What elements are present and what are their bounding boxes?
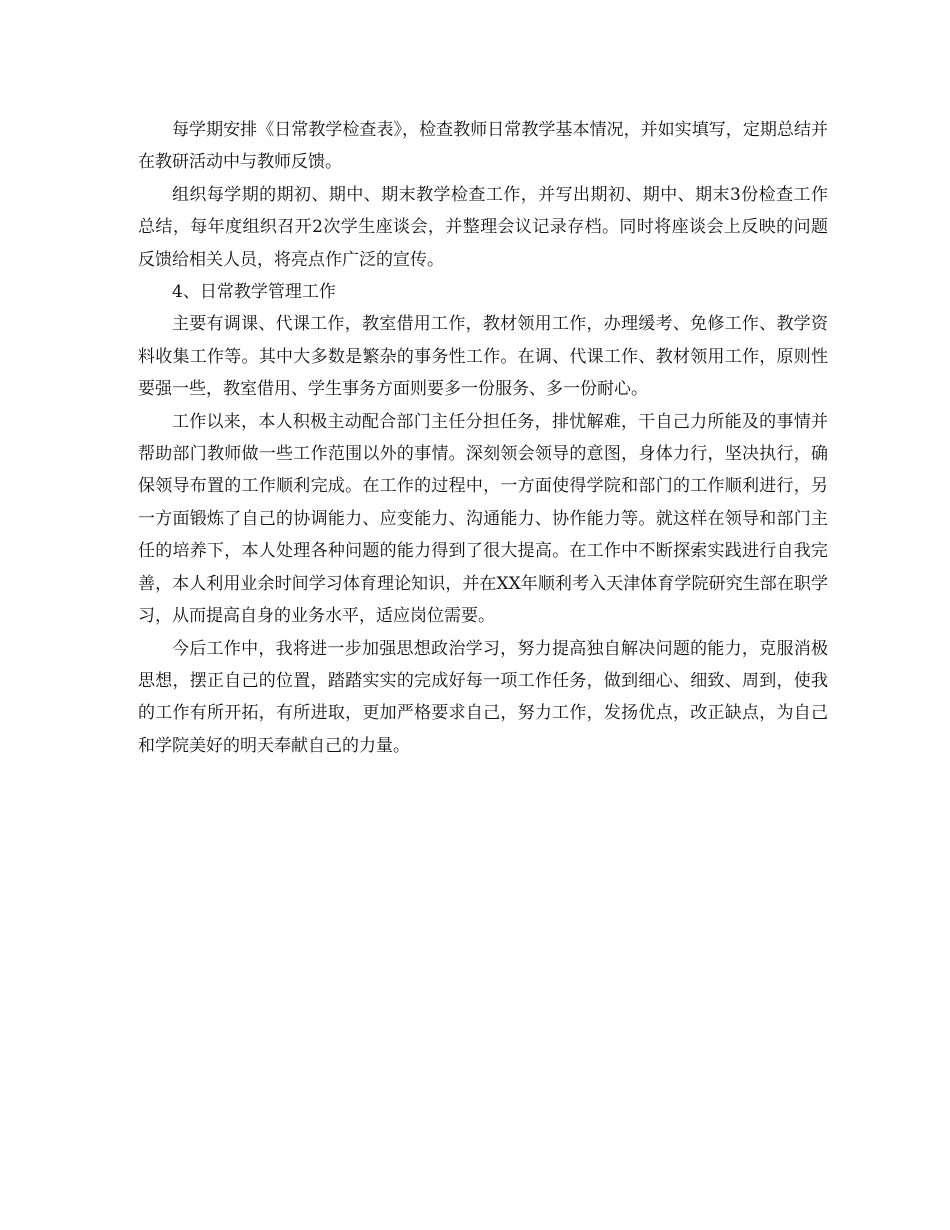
paragraph-work-summary: 工作以来，本人积极主动配合部门主任分担任务，排忧解难，干自己力所能及的事情并帮助部门教师做一些工作范围以外的事情。深刻领会领导的意图，身体力行，坚决执行，确保领导布置的工作顺利完成。在工作的过程中，一方面使得学院和部门的工作顺利进行，另一方面锻炼了自己的协调能力、应变能力、沟通能力、协作能力等。就这样在领导和部门主任的培养下，本人处理各种问题的能力得到了很大提高。在工作中不断探索实践进行自我完善，本人利用业余时间学习体育理论知识，并在XX年顺利考入天津体育学院研究生部在职学习，从而提高自身的业务水平，适应岗位需要。 (138, 411, 828, 627)
paragraph-management-tasks: 主要有调课、代课工作，教室借用工作，教材领用工作，办理缓考、免修工作、教学资料收集工作等。其中大多数是繁杂的事务性工作。在调、代课工作、教材领用工作，原则性要强一些，教室借用、学生事务方面则要多一份服务、多一份耐心。 (138, 314, 828, 400)
paragraph-term-inspection: 组织每学期的期初、期中、期末教学检查工作，并写出期初、期中、期末3份检查工作总结，每年度组织召开2次学生座谈会，并整理会议记录存档。同时将座谈会上反映的问题反馈给相关人员，将亮点作广泛的宣传。 (138, 184, 828, 270)
paragraph-daily-check: 每学期安排《日常教学检查表》，检查教师日常教学基本情况，并如实填写，定期总结并在教研活动中与教师反馈。 (138, 120, 828, 173)
section-heading-daily-management: 4、日常教学管理工作 (172, 282, 336, 303)
paragraph-future-plans: 今后工作中，我将进一步加强思想政治学习，努力提高独自解决问题的能力，克服消极思想，摆正自己的位置，踏踏实实的完成好每一项工作任务，做到细心、细致、周到，使我的工作有所开拓，有所进取，更加严格要求自己，努力工作，发扬优点，改正缺点，为自己和学院美好的明天奉献自己的力量。 (138, 638, 828, 756)
document-body (138, 114, 828, 762)
